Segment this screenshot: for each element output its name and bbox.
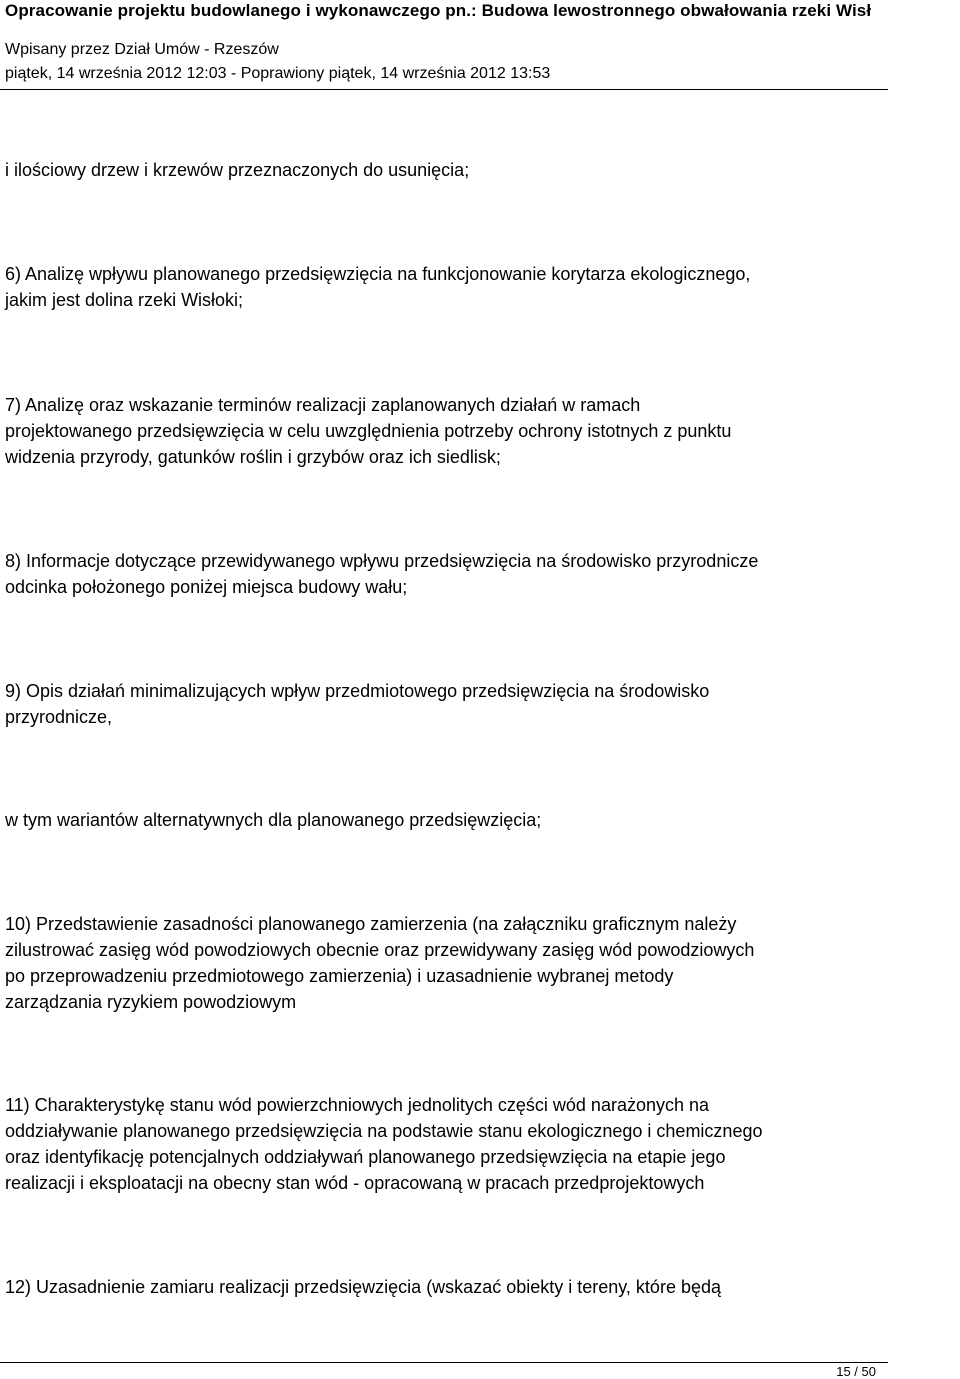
page-number: 15 / 50 [836, 1364, 876, 1379]
paragraph-line: i ilościowy drzew i krzewów przeznaczonych do usunięcia; [5, 160, 470, 180]
paragraph [5, 807, 541, 833]
paragraph [5, 392, 731, 470]
paragraph-line: 11) Charakterystykę stanu wód powierzchniowych jednolitych części wód narażonych na [5, 1095, 710, 1115]
paragraph-line: 9) Opis działań minimalizujących wpływ przedmiotowego przedsięwzięcia na środowisko [5, 681, 710, 701]
paragraph-line: oddziaływanie planowanego przedsięwzięcia na podstawie stanu ekologicznego i chemicznego [5, 1121, 763, 1141]
paragraph-line: 10) Przedstawienie zasadności planowanego zamierzenia (na załączniku graficznym należy [5, 914, 737, 934]
paragraph-line: realizacji i eksploatacji na obecny stan wód - opracowaną w pracach przedprojektowych [5, 1173, 705, 1193]
paragraph-line: oraz identyfikację potencjalnych oddziaływań planowanego przedsięwzięcia na etapie jego [5, 1147, 726, 1167]
paragraph-line: 8) Informacje dotyczące przewidywanego wpływu przedsięwzięcia na środowisko przyrodnicze [5, 551, 759, 571]
paragraph [5, 911, 754, 1015]
paragraph-line: 12) Uzasadnienie zamiaru realizacji przedsięwzięcia (wskazać obiekty i tereny, które będą [5, 1277, 721, 1297]
paragraph-line: odcinka położonego poniżej miejsca budowy wału; [5, 577, 408, 597]
paragraph-line: widzenia przyrody, gatunków roślin i grzybów oraz ich siedlisk; [5, 447, 501, 467]
paragraph-line: jakim jest dolina rzeki Wisłoki; [5, 290, 244, 310]
author-line: Wpisany przez Dział Umów - Rzeszów [5, 41, 279, 58]
paragraph-line: po przeprowadzeniu przedmiotowego zamierzenia) i uzasadnienie wybranej metody [5, 966, 674, 986]
paragraph-line: przyrodnicze, [5, 707, 113, 727]
paragraph [5, 1092, 762, 1196]
paragraph-line: zarządzania ryzykiem powodziowym [5, 992, 297, 1012]
document-title: Opracowanie projektu budowlanego i wykonawczego pn.: Budowa lewostronnego obwałowania rzeki Wisł [5, 1, 872, 20]
paragraph-line: 7) Analizę oraz wskazanie terminów realizacji zaplanowanych działań w ramach [5, 395, 641, 415]
footer-divider [0, 1362, 888, 1363]
paragraph [5, 261, 750, 313]
paragraph-line: zilustrować zasięg wód powodziowych obecnie oraz przewidywany zasięg wód powodziowych [5, 940, 755, 960]
paragraph-line: 6) Analizę wpływu planowanego przedsięwzięcia na funkcjonowanie korytarza ekologicznego, [5, 264, 751, 284]
date-line: piątek, 14 września 2012 12:03 - Poprawiony piątek, 14 września 2012 13:53 [5, 65, 551, 82]
header-divider [0, 89, 888, 90]
paragraph-line: w tym wariantów alternatywnych dla planowanego przedsięwzięcia; [5, 810, 542, 830]
paragraph [5, 157, 469, 183]
paragraph [5, 678, 709, 730]
paragraph-line: projektowanego przedsięwzięcia w celu uwzględnienia potrzeby ochrony istotnych z punktu [5, 421, 732, 441]
page-header [0, 0, 960, 91]
paragraph [5, 548, 758, 600]
paragraph [5, 1274, 721, 1300]
